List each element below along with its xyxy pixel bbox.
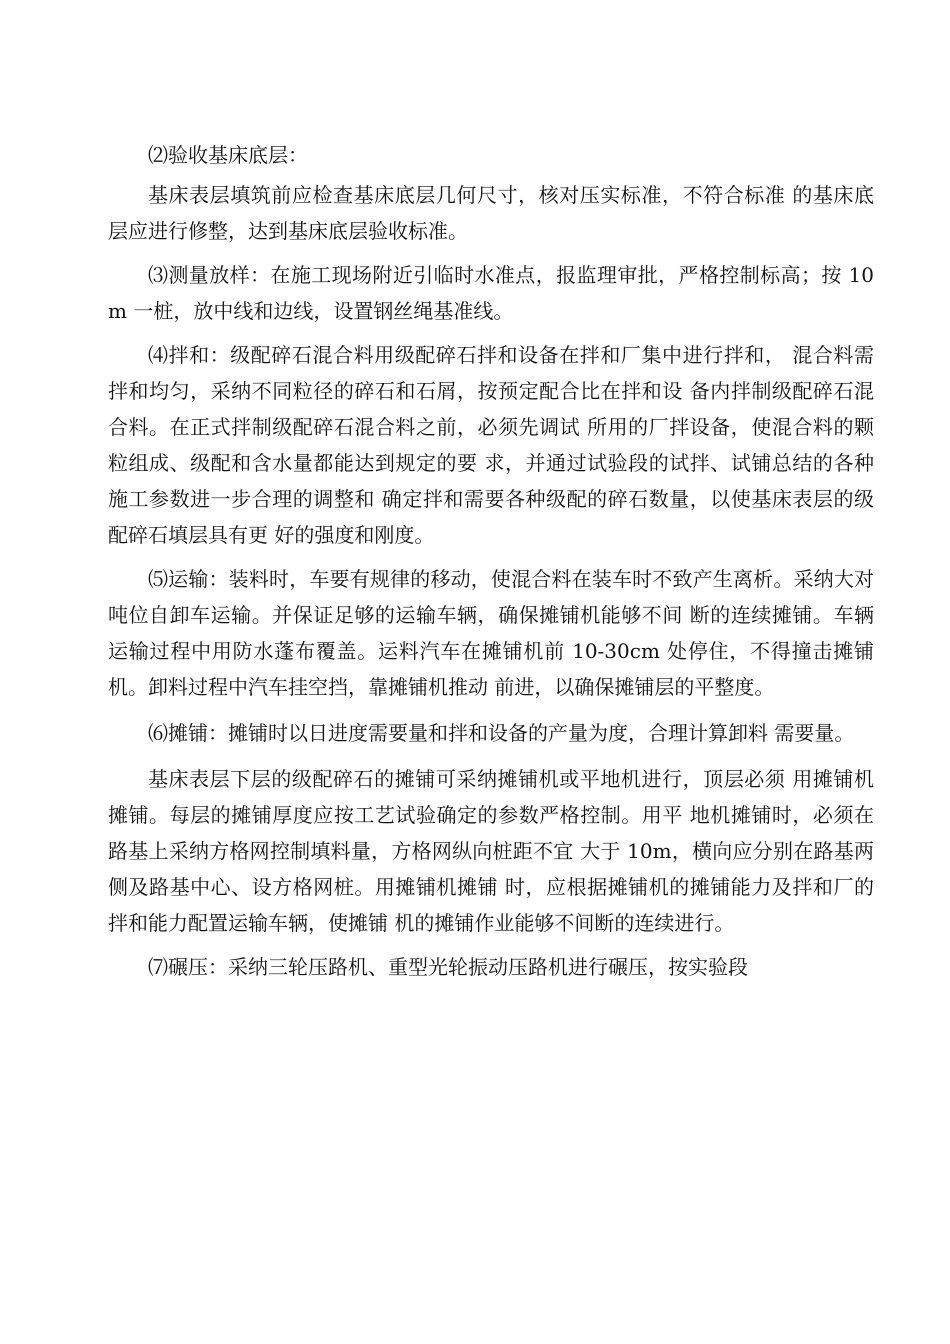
paragraph-survey-layout: ⑶测量放样：在施工现场附近引临时水准点，报监理审批，严格控制标高；按 10m 一桩，放中线和边线，设置钢丝绳基准线。 — [108, 263, 874, 323]
paragraph-paving: ⑹摊铺：摊铺时以日进度需要量和拌和设备的产量为度，合理计算卸料 需要量。 — [148, 721, 855, 745]
document-page — [108, 137, 874, 985]
paragraph-compaction: ⑺碾压：采纳三轮压路机、重型光轮振动压路机进行碾压，按实验段 — [148, 955, 748, 979]
paragraph-mixing: ⑷拌和：级配碎石混合料用级配碎石拌和设备在拌和厂集中进行拌和， 混合料需拌和均匀，采纳不同粒径的碎石和石屑，按预定配合比在拌和设 备内拌制级配碎石混合料。在正式拌制级配碎石混合料之前，必须先调试 所用的厂拌设备，使混合料的颗粒组成、级配和含水量都能达到规定的要 求，并通过试验段的试拌、试铺总结的各种施工参数进一步合理的调整和 确定拌和需要各种级配的碎石数量，以使基床表层的级配碎石填层具有更 好的强度和刚度。 — [108, 343, 874, 547]
paragraph-transport: ⑸运输：装料时，车要有规律的移动，使混合料在装车时不致产生离析。采纳大对吨位自卸车运输。并保证足够的运输车辆，确保摊铺机能够不间 断的连续摊铺。车辆运输过程中用防水蓬布覆盖。运料汽车在摊铺机前 10-30cm 处停住，不得撞击摊铺机。卸料过程中汽车挂空挡，靠摊铺机推动 前进，以确保摊铺层的平整度。 — [108, 567, 874, 699]
paragraph-heading-2: ⑵验收基床底层： — [148, 143, 308, 167]
paragraph-paving-details: 基床表层下层的级配碎石的摊铺可采纳摊铺机或平地机进行，顶层必须 用摊铺机摊铺。每层的摊铺厚度应按工艺试验确定的参数严格控制。用平 地机摊铺时，必须在路基上采纳方格网控制填料量，方格网纵向桩距不宜 大于 10m，横向应分别在路基两侧及路基中心、设方格网桩。用摊铺机摊铺 时，应根据摊铺机的摊铺能力及拌和厂的拌和能力配置运输车辆，使摊铺 机的摊铺作业能够不间断的连续进行。 — [108, 767, 874, 935]
paragraph-subgrade-check: 基床表层填筑前应检查基床底层几何尺寸，核对压实标准，不符合标准 的基床底层应进行修整，达到基床底层验收标准。 — [108, 183, 874, 243]
